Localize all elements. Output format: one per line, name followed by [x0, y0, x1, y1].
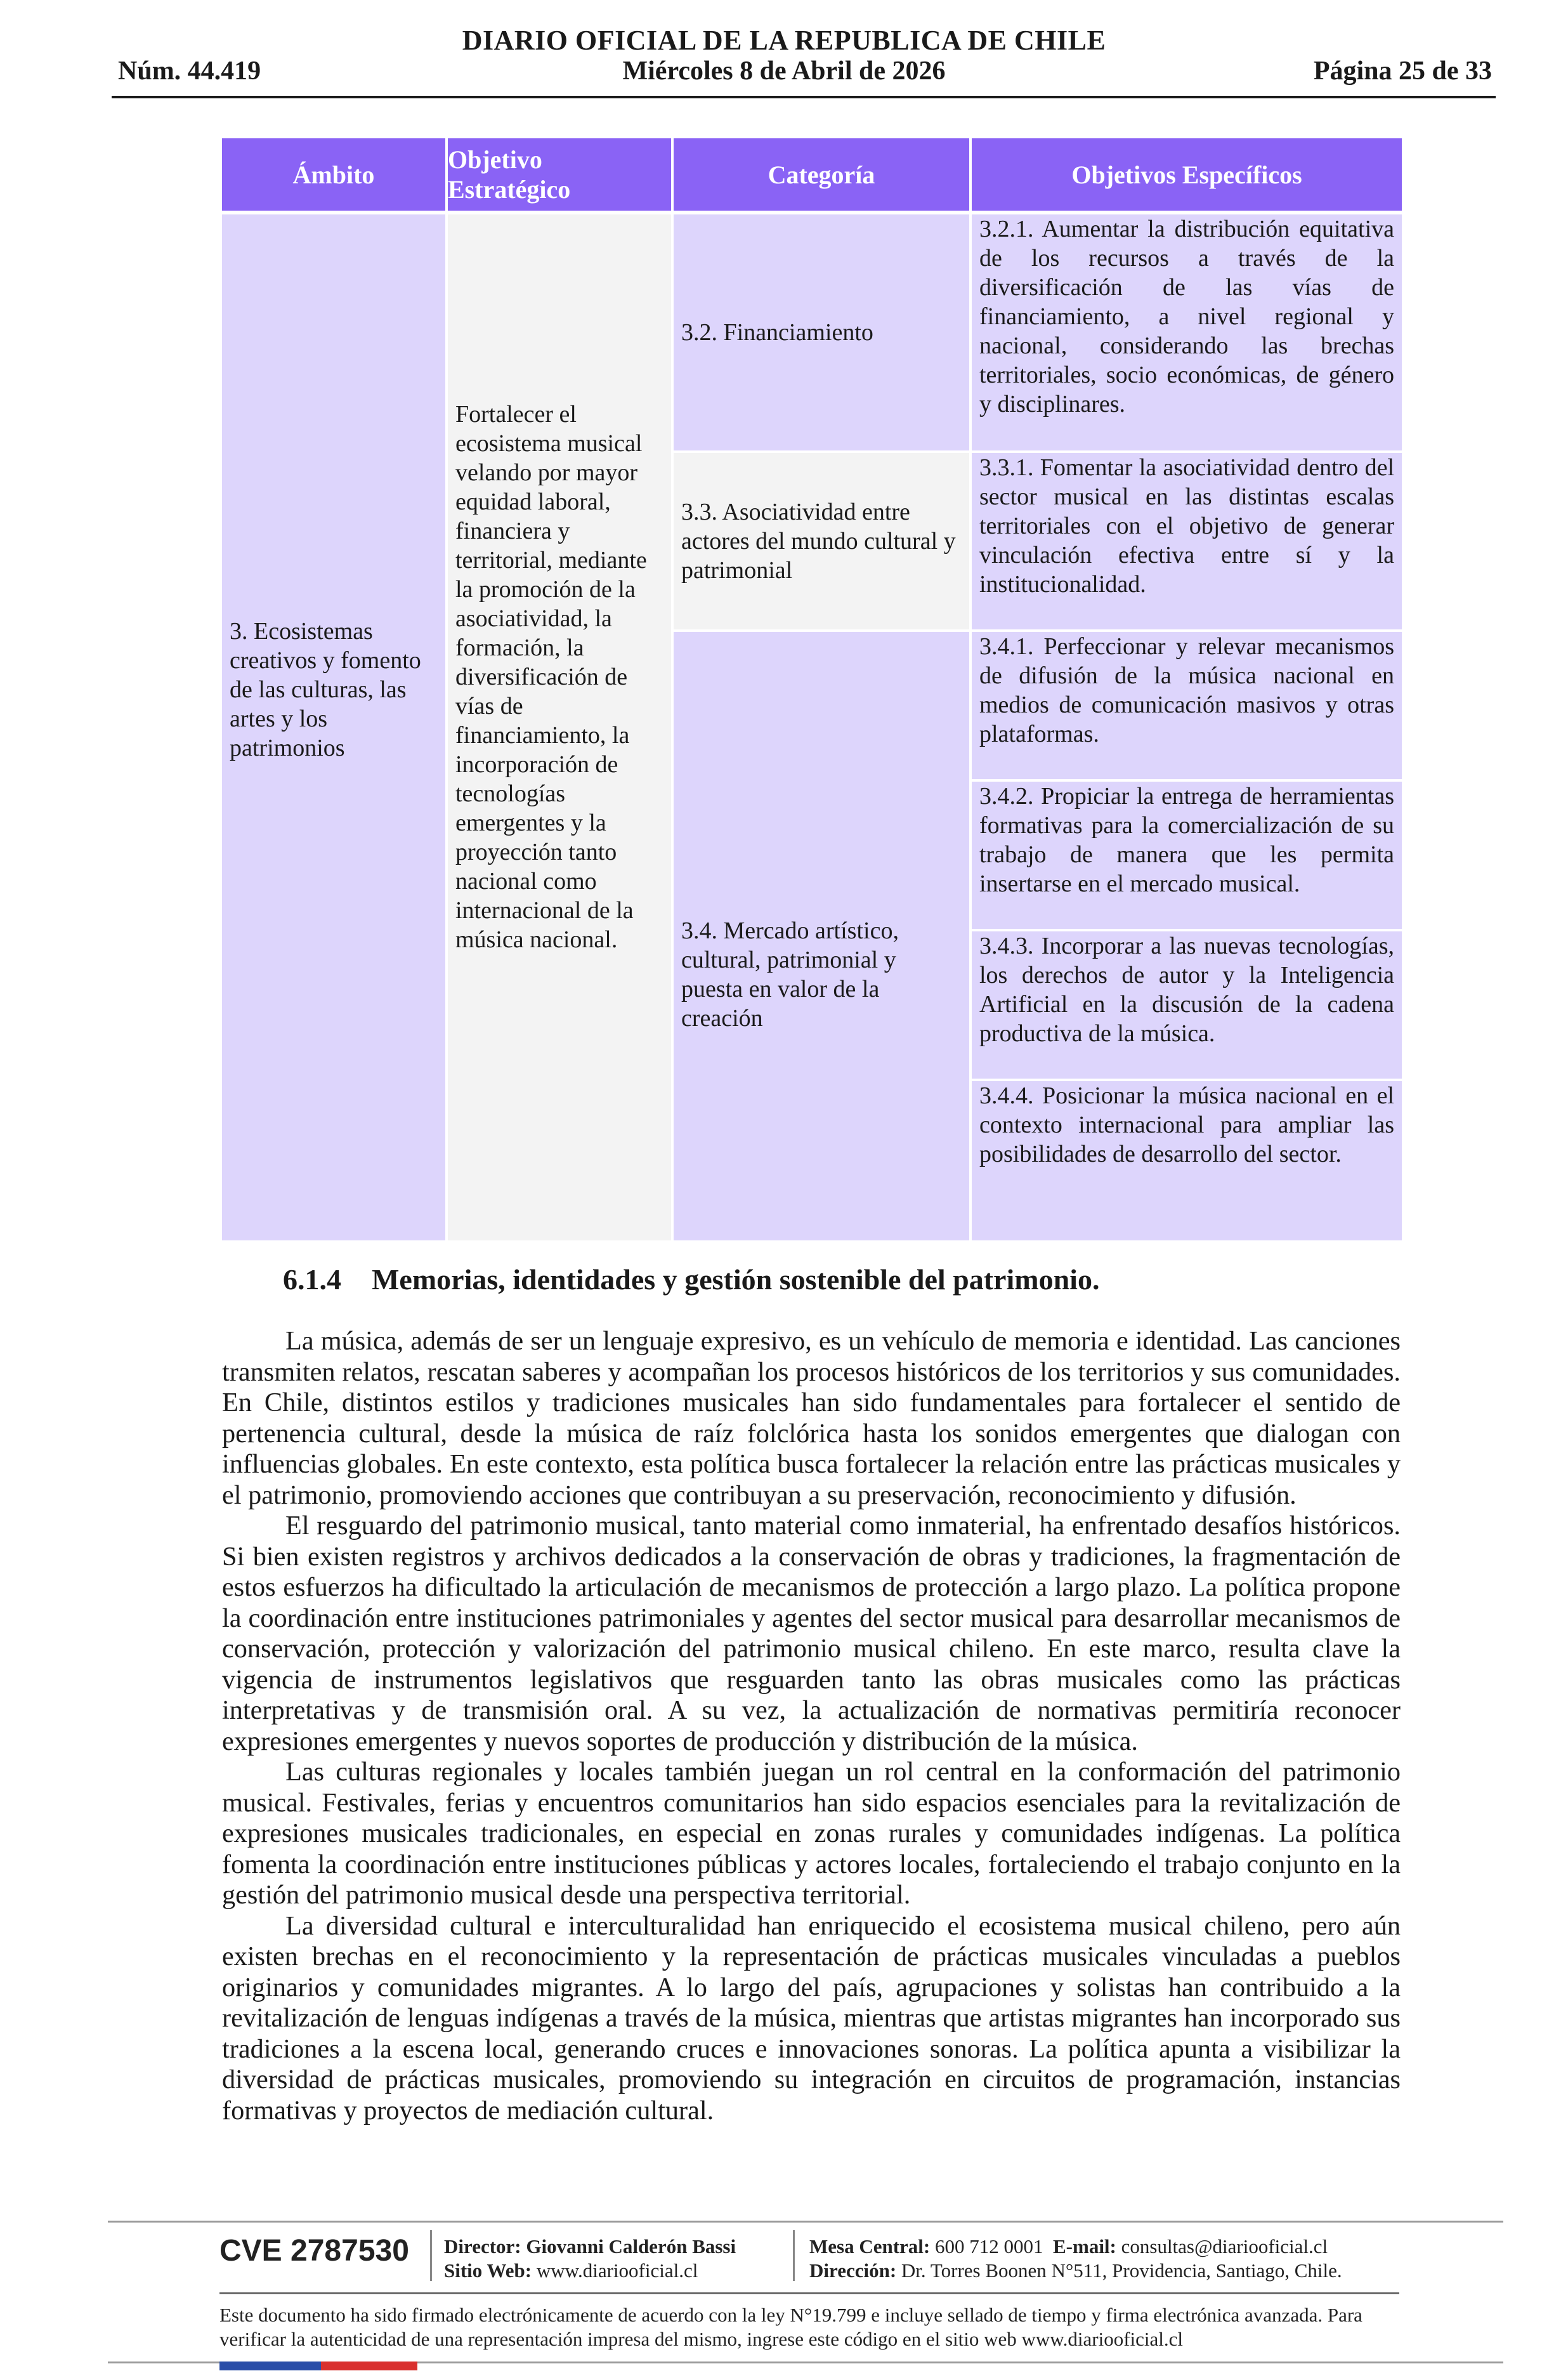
section-heading: [283, 1263, 1099, 1296]
header-divider: [112, 96, 1496, 98]
paragraph: La diversidad cultural e interculturalidad han enriquecido el ecosistema musical chileno, pero aún existen brechas en el reconocimiento y la representación de prácticas musicales vinculadas a pueblos originarios y comunidades migrantes. A lo largo del país, agrupaciones y solistas han contribuido a la revitalización de lenguas indígenas a través de la música, mientras que artistas migrantes han incorporado sus tradiciones a la escena local, generando cruces e innovaciones sonoras. La política apunta a visibilizar la diversidad de prácticas musicales, promoviendo su integración en circuitos de programación, instancias formativas y proyectos de mediación cultural.: [222, 1910, 1401, 2125]
objective-3-4-3: 3.4.3. Incorporar a las nuevas tecnologías, los derechos de autor y la Inteligencia Artificial en la discusión de la cadena productiva de la música.: [979, 933, 1394, 1047]
category-cell: [674, 632, 969, 1240]
newspaper-title: DIARIO OFICIAL DE LA REPUBLICA DE CHILE: [462, 25, 1106, 56]
column-header-ambito: Ámbito: [222, 138, 445, 211]
email-link[interactable]: consultas@diariooficial.cl: [1121, 2235, 1328, 2257]
objective-3-4-4: 3.4.4. Posicionar la música nacional en el contexto internacional para ampliar las posibilidades de desarrollo del sector.: [979, 1082, 1394, 1167]
phone-number: 600 712 0001: [935, 2235, 1043, 2257]
cve-code: CVE 2787530: [219, 2234, 409, 2268]
objective-cell: [972, 782, 1402, 929]
ambito-text: 3. Ecosistemas creativos y fomento de las culturas, las artes y los patrimonios: [230, 617, 421, 761]
flag-stripe-blue: [219, 2362, 321, 2370]
column-header-objetivos-especificos: Objetivos Específicos: [972, 138, 1402, 211]
category-cell: [674, 214, 969, 450]
email-label: E-mail:: [1053, 2235, 1116, 2257]
issue-date: Miércoles 8 de Abril de 2026: [622, 56, 946, 86]
web-label: Sitio Web:: [444, 2259, 532, 2282]
objetivo-text: Fortalecer el ecosistema musical velando por mayor equidad laboral, financiera y territorial, mediante la promoción de la asociatividad, la formación, la diversificación de vías de financiamiento, la incorporación de tecnologías emergentes y la proyección tanto nacional como internacional de la música nacional.: [455, 400, 647, 953]
strategy-table: [222, 138, 1402, 1240]
address: Dr. Torres Boonen N°511, Providencia, Santiago, Chile.: [901, 2259, 1342, 2282]
director-name: Giovanni Calderón Bassi: [526, 2235, 736, 2257]
objective-3-3-1: 3.3.1. Fomentar la asociatividad dentro del sector musical en las distintas escalas territoriales con el objetivo de generar vinculación efectiva entre sí y la institucionalidad.: [979, 454, 1394, 598]
objective-3-2-1: 3.2.1. Aumentar la distribución equitativa de los recursos a través de la diversificación de las vías de financiamiento, a nivel regional y nacional, considerando las brechas territoriales, socio económicas, de género y disciplinares.: [979, 216, 1394, 417]
issue-number: Núm. 44.419: [118, 56, 261, 86]
section-title: Memorias, identidades y gestión sostenible del patrimonio.: [372, 1263, 1100, 1296]
footer-divider: [108, 2221, 1503, 2223]
footer-divider: [219, 2292, 1399, 2294]
objetivo-cell: [448, 214, 671, 1240]
objective-3-4-2: 3.4.2. Propiciar la entrega de herramientas formativas para la comercialización de su trabajo de manera que les permita insertarse en el mercado musical.: [979, 783, 1394, 897]
category-cell: [674, 453, 969, 629]
mesa-label: Mesa Central:: [809, 2235, 931, 2257]
category-mercado: 3.4. Mercado artístico, cultural, patrimonial y puesta en valor de la creación: [681, 917, 899, 1032]
objective-cell: [972, 632, 1402, 779]
section-body: [222, 1326, 1401, 2126]
footer-director-block: [444, 2235, 736, 2283]
objective-cell: [972, 931, 1402, 1079]
paragraph: Las culturas regionales y locales también juegan un rol central en la conformación del patrimonio musical. Festivales, ferias y encuentros comunitarios han sido espacios esenciales para la revitalización de expresiones musicales tradicionales, en especial en zonas rurales y comunidades indígenas. La política fomenta la coordinación entre instituciones públicas y actores locales, fortaleciendo el trabajo conjunto en la gestión del patrimonio musical desde una perspectiva territorial.: [222, 1757, 1401, 1910]
column-header-categoria: Categoría: [674, 138, 969, 211]
legal-notice: Este documento ha sido firmado electrónicamente de acuerdo con la ley N°19.799 e incluye sellado de tiempo y firma electrónica avanzada. Para verificar la autenticidad de una representación impresa del mismo, ingrese este código en el sitio web www.diariooficial.cl: [219, 2304, 1362, 2350]
footer-separator: [793, 2230, 795, 2281]
footer-contact-block: [809, 2235, 1342, 2283]
paragraph: La música, además de ser un lenguaje expresivo, es un vehículo de memoria e identidad. Las canciones transmiten relatos, rescatan saberes y acompañan los procesos históricos de los territorios y sus comunidades. En Chile, distintos estilos y tradiciones musicales han sido fundamentales para fortalecer el sentido de pertenencia cultural, desde la música de raíz folclórica hasta los sonidos emergentes que dialogan con influencias globales. En este contexto, esta política busca fortalecer la relación entre las prácticas musicales y el patrimonio, promoviendo acciones que contribuyan a su preservación, reconocimiento y difusión.: [222, 1326, 1401, 1510]
objective-cell: [972, 453, 1402, 629]
page-indicator: Página 25 de 33: [1313, 56, 1492, 86]
website-link[interactable]: www.diariooficial.cl: [536, 2259, 698, 2282]
category-asociatividad: 3.3. Asociatividad entre actores del mundo cultural y patrimonial: [681, 499, 956, 584]
objective-cell: [972, 214, 1402, 450]
column-header-objetivo: Objetivo Estratégico: [448, 138, 671, 211]
section-number: 6.1.4: [283, 1263, 341, 1296]
objective-cell: [972, 1081, 1402, 1240]
ambito-cell: [222, 214, 445, 1240]
flag-stripe-red: [321, 2362, 417, 2370]
director-label: Director:: [444, 2235, 521, 2257]
direccion-label: Dirección:: [809, 2259, 897, 2282]
category-financiamiento: 3.2. Financiamiento: [681, 319, 873, 346]
objective-3-4-1: 3.4.1. Perfeccionar y relevar mecanismos de difusión de la música nacional en medios de comunicación masivos y otras plataformas.: [979, 633, 1394, 747]
footer-separator: [430, 2230, 432, 2281]
paragraph: El resguardo del patrimonio musical, tanto material como inmaterial, ha enfrentado desafíos históricos. Si bien existen registros y archivos dedicados a la conservación de obras y tradiciones, la fragmentación de estos esfuerzos ha dificultado la articulación de mecanismos de protección a largo plazo. La política propone la coordinación entre instituciones patrimoniales y agentes del sector musical para desarrollar mecanismos de conservación, protección y valorización del patrimonio musical chileno. En este marco, resulta clave la vigencia de instrumentos legislativos que resguarden tanto las obras musicales como las prácticas interpretativas y de transmisión oral. A su vez, la actualización de normativas permitiría reconocer expresiones emergentes y nuevos soportes de producción y distribución de la música.: [222, 1511, 1401, 1756]
